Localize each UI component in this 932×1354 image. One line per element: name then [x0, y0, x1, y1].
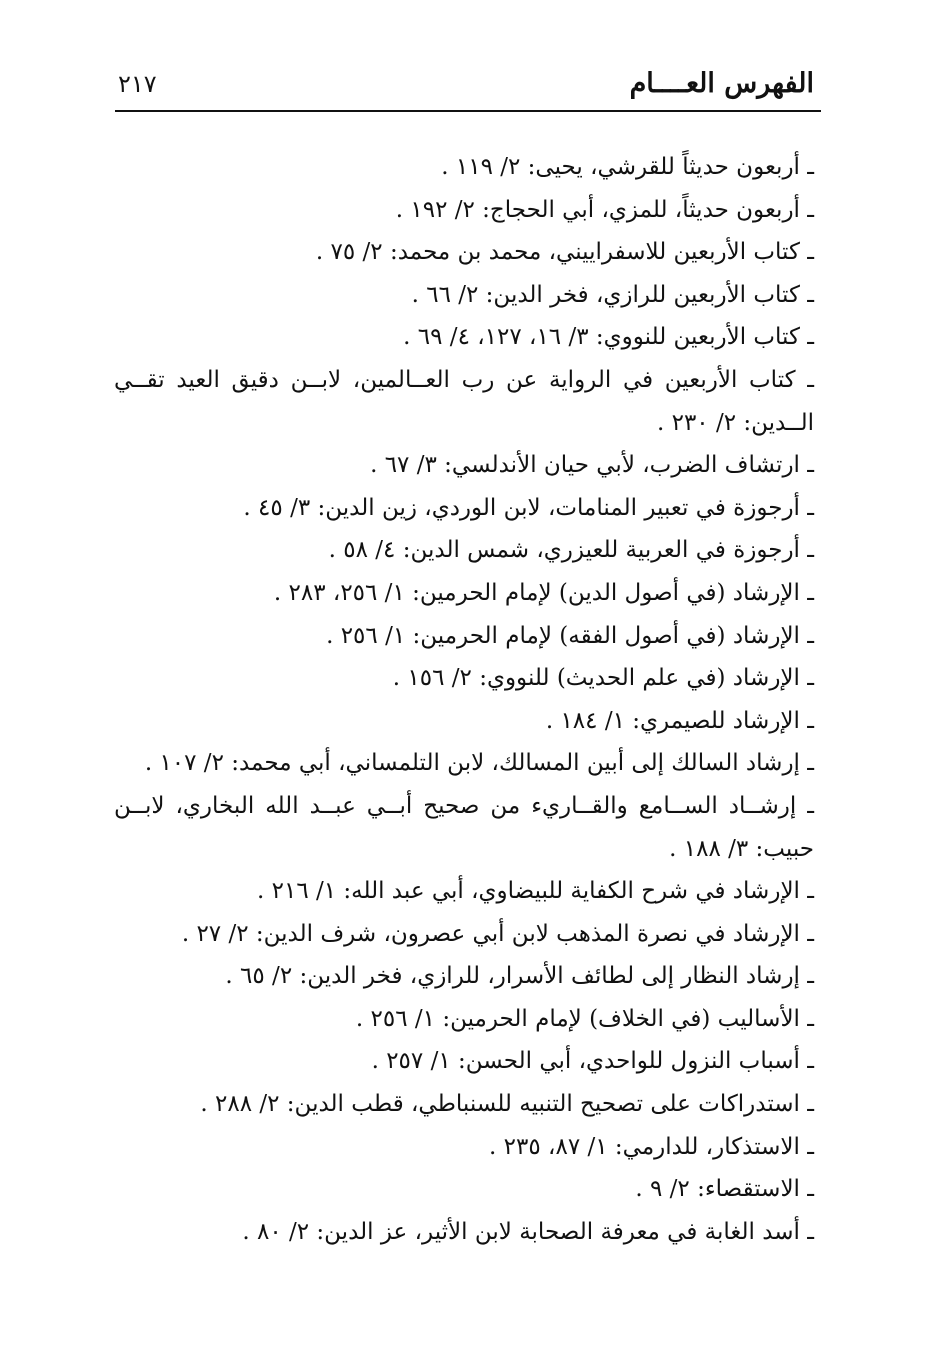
index-entry: ـ الاستذكار، للدارمي: ١/ ٨٧، ٢٣٥ . [489, 1133, 814, 1160]
page-header [118, 64, 814, 104]
index-entry: ـ إرشــاد الســامع والقــاريء من صحيح أبــي عبــد الله البخاري، لابــن حبيب: ٣/ ١٨٨ . [114, 792, 814, 862]
index-entry: ـ إرشاد السالك إلى أبين المسالك، لابن التلمساني، أبي محمد: ٢/ ١٠٧ . [144, 750, 814, 777]
index-entry: ـ الإرشاد (في علم الحديث) للنووي: ٢/ ١٥٦ . [392, 665, 814, 692]
index-entry: ـ أسباب النزول للواحدي، أبي الحسن: ١/ ٢٥٧ . [371, 1048, 814, 1075]
index-entry: ـ أربعون حديثاً للقرشي، يحيى: ٢/ ١١٩ . [441, 154, 814, 180]
index-entry: ـ الاستقصاء: ٢/ ٩ . [635, 1176, 814, 1203]
index-entry: ـ كتاب الأربعين للرازي، فخر الدين: ٢/ ٦٦ . [411, 281, 814, 308]
index-entry-list [114, 146, 814, 1253]
index-entry: ـ كتاب الأربعين للنووي: ٣/ ١٦، ١٢٧، ٤/ ٦٩ . [403, 324, 814, 351]
index-entry: ـ كتاب الأربعين في الرواية عن رب العــالمين، لابــن دقيق العيد تقــي الــدين: ٢/ ٢٣٠ . [114, 366, 814, 436]
index-entry: ـ الإرشاد (في أصول الفقه) لإمام الحرمين: ١/ ٢٥٦ . [326, 622, 814, 649]
index-entry: ـ الأساليب (في الخلاف) لإمام الحرمين: ١/ ٢٥٦ . [355, 1005, 814, 1032]
running-title: الفهرس العــــام [629, 68, 814, 99]
page-number: ٢١٧ [118, 70, 157, 98]
index-entry: ـ أسد الغابة في معرفة الصحابة لابن الأثير، عز الدين: ٢/ ٨٠ . [242, 1218, 814, 1245]
index-entry: ـ كتاب الأربعين للاسفراييني، محمد بن محمد: ٢/ ٧٥ . [315, 239, 814, 266]
header-rule [115, 110, 821, 112]
index-entry: ـ الإرشاد (في أصول الدين) لإمام الحرمين: ١/ ٢٥٦، ٢٨٣ . [273, 579, 814, 606]
index-entry: ـ الإرشاد في شرح الكفاية للبيضاوي، أبي عبد الله: ١/ ٢١٦ . [256, 878, 814, 905]
index-entry: ـ الإرشاد في نصرة المذهب لابن أبي عصرون، شرف الدين: ٢/ ٢٧ . [181, 920, 814, 947]
index-entry: ـ استدراكات على تصحيح التنبيه للسنباطي، قطب الدين: ٢/ ٢٨٨ . [200, 1091, 814, 1118]
index-entry: ـ أربعون حديثاً، للمزي، أبي الحجاج: ٢/ ١٩٢ . [395, 196, 814, 223]
index-entry: ـ الإرشاد للصيمري: ١/ ١٨٤ . [545, 707, 814, 734]
index-entry: ـ أرجوزة في العربية للعيزري، شمس الدين: ٤/ ٥٨ . [328, 537, 814, 564]
index-entry: ـ أرجوزة في تعبير المنامات، لابن الوردي، زين الدين: ٣/ ٤٥ . [243, 494, 814, 521]
index-entry: ـ ارتشاف الضرب، لأبي حيان الأندلسي: ٣/ ٦٧ . [370, 452, 814, 479]
index-entry: ـ إرشاد النظار إلى لطائف الأسرار، للرازي، فخر الدين: ٢/ ٦٥ . [225, 963, 814, 990]
